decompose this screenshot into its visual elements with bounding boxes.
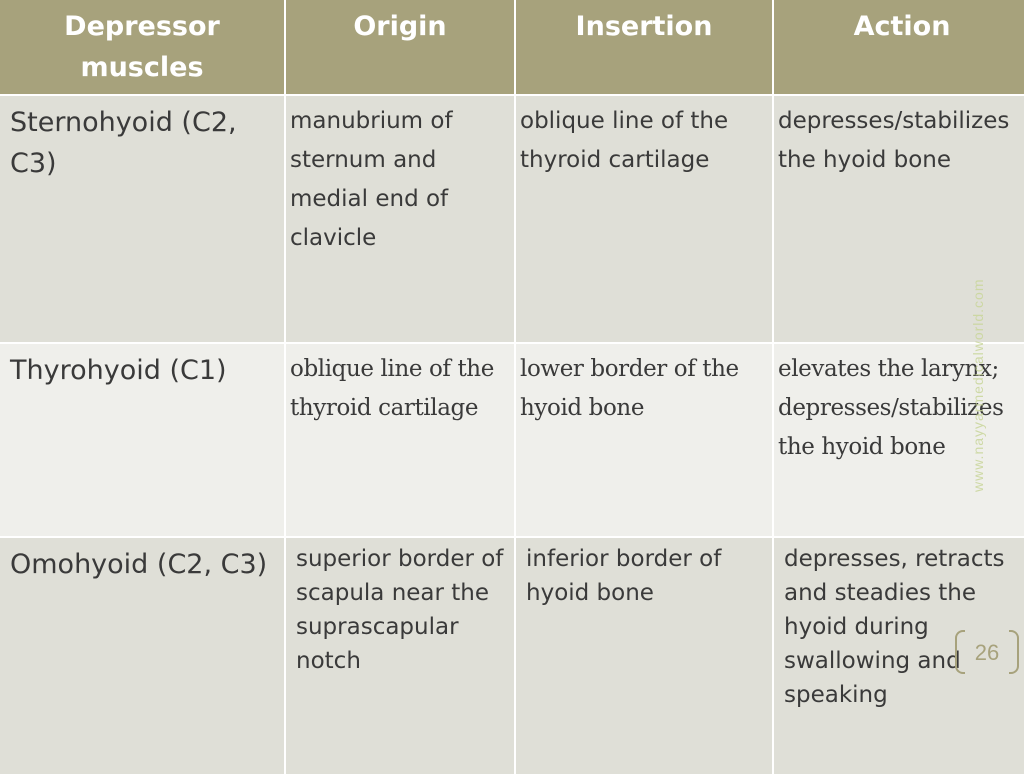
origin-sternohyoid: manubrium of sternum and medial end of clavicle [286,96,514,342]
slide-number-badge [955,630,1019,676]
insertion-omohyoid: inferior border of hyoid bone [516,538,772,774]
watermark-text: www.nayyarmedicalworld.com [970,278,986,492]
left-brace-icon [955,630,965,674]
header-col1-line2: muscles [80,52,204,83]
origin-thyrohyoid: oblique line of the thyroid cartilage [286,344,514,536]
action-sternohyoid: depresses/stabilizes the hyoid bone [774,96,1024,342]
origin-omohyoid: superior border of scapula near the suprascapular notch [286,538,514,774]
header-origin: Origin [286,0,514,94]
action-thyrohyoid: elevates the larynx; depresses/stabilizes the hyoid bone [774,344,1024,536]
muscle-name-omohyoid: Omohyoid (C2, C3) [0,538,284,774]
right-brace-icon [1009,630,1019,674]
insertion-sternohyoid: oblique line of the thyroid cartilage [516,96,772,342]
slide-number: 26 [974,640,1000,665]
muscle-name-thyrohyoid: Thyrohyoid (C1) [0,344,284,536]
header-col1-line1: Depressor [64,11,220,42]
action-omohyoid: depresses, retracts and steadies the hyoid during swallowing and speaking [774,538,1024,774]
muscle-name-sternohyoid: Sternohyoid (C2, C3) [0,96,284,342]
insertion-thyrohyoid: lower border of the hyoid bone [516,344,772,536]
header-depressor-muscles [0,0,284,94]
header-action: Action [774,0,1024,94]
header-insertion: Insertion [516,0,772,94]
